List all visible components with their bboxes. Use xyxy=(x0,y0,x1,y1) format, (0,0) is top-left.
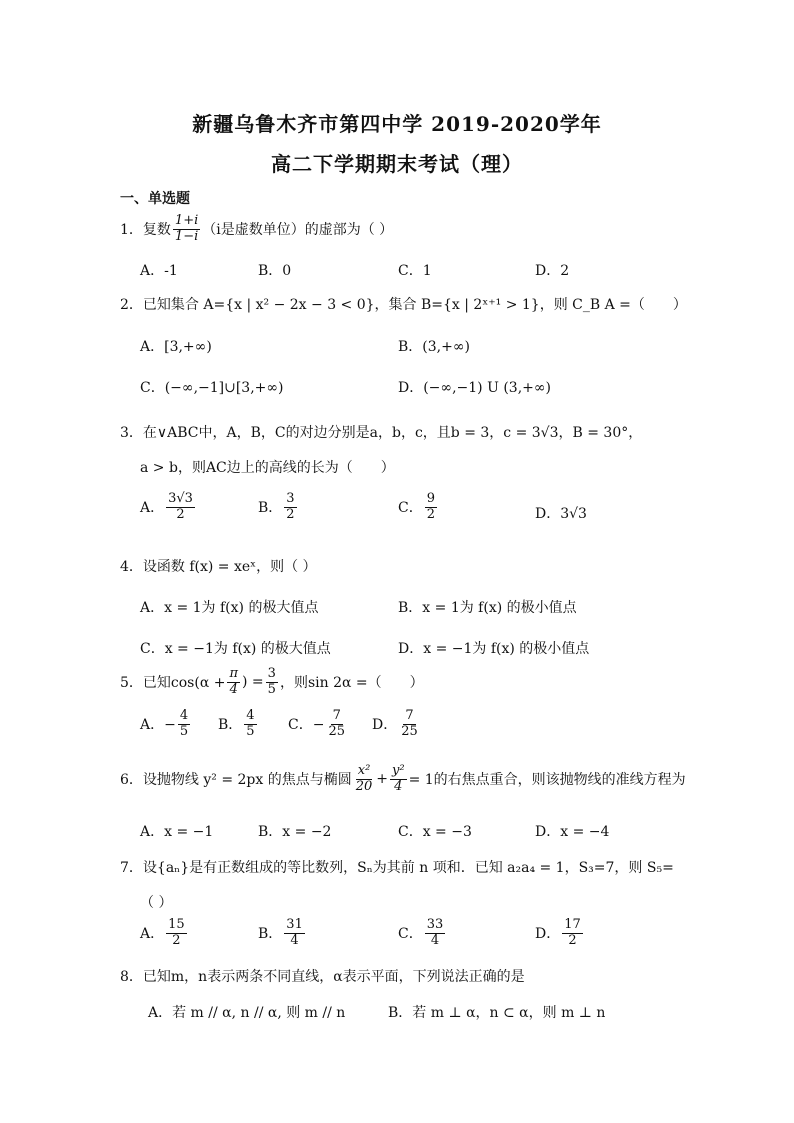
section-heading: 一、单选题 xyxy=(120,191,190,207)
q6-fraction-2 xyxy=(390,764,407,795)
q7-option-b xyxy=(258,918,307,949)
q7-option-a xyxy=(140,918,189,949)
q7-option-c xyxy=(398,918,447,949)
q5-b-den: 5 xyxy=(246,723,255,739)
q5-pi-fraction xyxy=(227,667,240,698)
q6-f2-den: 4 xyxy=(394,778,403,794)
q5-b-fraction xyxy=(244,709,256,740)
q3-option-a xyxy=(140,492,197,523)
question-4: 4．设函数 f(x) = xeˣ，则（ ） xyxy=(120,559,317,575)
q3-c-den: 2 xyxy=(426,506,435,522)
q3-option-c xyxy=(398,492,439,523)
q7-d-label: D． xyxy=(535,926,561,943)
q3-a-label: A． xyxy=(140,500,165,517)
question-7-line-2: （ ） xyxy=(140,895,173,911)
q6-option-b: B．x = −2 xyxy=(258,824,332,840)
q7-b-label: B． xyxy=(258,926,283,943)
q5-c-num: 7 xyxy=(332,708,341,723)
q6-plus: + xyxy=(376,771,389,788)
q3-option-b xyxy=(258,492,299,523)
q1-frac-num: 1+i xyxy=(174,213,199,228)
q1-option-c: C．1 xyxy=(398,263,432,279)
question-8: 8．已知m，n表示两条不同直线，α表示平面，下列说法正确的是 xyxy=(120,969,525,985)
q4-option-a: A．x = 1为 f(x) 的极大值点 xyxy=(140,600,319,616)
q5-b-label: B． xyxy=(218,717,243,734)
q4-option-c: C．x = −1为 f(x) 的极大值点 xyxy=(140,641,331,657)
q1-option-d: D．2 xyxy=(535,263,570,279)
q6-fraction-1 xyxy=(354,764,375,795)
q6-post: = 1的右焦点重合，则该抛物线的准线方程为 xyxy=(408,772,686,789)
q3-a-fraction xyxy=(166,492,195,523)
q7-a-num: 15 xyxy=(168,917,185,932)
q1-option-a: A．-1 xyxy=(140,263,178,279)
question-6 xyxy=(120,764,686,795)
q6-option-c: C．x = −3 xyxy=(398,824,472,840)
q5-v-num: 3 xyxy=(267,666,276,681)
q5-option-b xyxy=(218,709,259,740)
q6-f1-den: 20 xyxy=(355,778,373,794)
q3-b-label: B． xyxy=(258,500,283,517)
q7-b-num: 31 xyxy=(286,917,303,932)
q7-c-label: C． xyxy=(398,926,423,943)
q7-c-num: 33 xyxy=(426,917,444,932)
q2-option-a: A．[3,+∞) xyxy=(140,339,212,355)
q5-a-num: 4 xyxy=(179,708,189,723)
q7-d-num: 17 xyxy=(564,917,581,932)
q7-c-den: 4 xyxy=(430,932,440,948)
q5-pre: 5．已知cos(α + xyxy=(120,675,226,692)
q7-a-den: 2 xyxy=(172,932,181,948)
q5-c-den: 25 xyxy=(328,723,345,739)
q7-d-fraction xyxy=(562,918,583,949)
q5-option-c xyxy=(288,709,349,740)
q1-frac-den: 1−i xyxy=(174,228,199,244)
q4-option-d: D．x = −1为 f(x) 的极小值点 xyxy=(398,641,590,657)
question-3-line-2: a > b，则AC边上的高线的长为（ ） xyxy=(140,460,395,476)
q3-b-fraction xyxy=(284,492,296,523)
q3-a-den: 2 xyxy=(176,506,185,522)
q3-option-d: D．3√3 xyxy=(535,506,587,522)
q5-d-label: D． xyxy=(372,717,398,734)
q3-a-num: 3√3 xyxy=(168,491,193,506)
question-2: 2．已知集合 A={x | x² − 2x − 3 < 0}，集合 B={x | 2ˣ⁺¹ > 1}，则 C_B A =（ ） xyxy=(120,297,687,313)
question-3-line-1: 3．在∨ABC中，A，B，C的对边分别是a，b，c，且b = 3，c = 3√3，B = 30°， xyxy=(120,425,643,441)
q5-option-d xyxy=(372,709,422,740)
q2-option-c: C．(−∞,−1]∪[3,+∞) xyxy=(140,380,284,396)
q7-c-fraction xyxy=(425,918,446,949)
q3-c-label: C． xyxy=(398,500,423,517)
q5-value-fraction xyxy=(266,667,278,698)
q5-c-label: C．− xyxy=(288,717,325,734)
q1-option-b: B．0 xyxy=(258,263,292,279)
q5-d-num: 7 xyxy=(405,708,414,723)
q7-a-fraction xyxy=(166,918,187,949)
q6-f2-num: y² xyxy=(392,763,405,778)
q6-option-a: A．x = −1 xyxy=(140,824,214,840)
q1-fraction xyxy=(173,214,200,245)
question-1 xyxy=(120,214,393,245)
q5-d-den: 25 xyxy=(401,723,418,739)
q5-a-label: A．− xyxy=(140,717,176,734)
q7-b-den: 4 xyxy=(290,932,299,948)
q2-option-d: D．(−∞,−1) U (3,+∞) xyxy=(398,380,552,396)
q3-b-num: 3 xyxy=(286,491,295,506)
q1-rest: （i是虚数单位）的虚部为（ ） xyxy=(202,222,394,239)
q6-pre: 6．设抛物线 y² = 2px 的焦点与椭圆 xyxy=(120,772,352,789)
question-7-line-1: 7．设{aₙ}是有正数组成的等比数列，Sₙ为其前 n 项和．已知 a₂a₄ = 1，S₃=7，则 S₅= xyxy=(120,860,674,876)
q5-pi-den: 4 xyxy=(229,681,238,697)
q6-f1-num: x² xyxy=(357,763,371,778)
title-line-1: 新疆乌鲁木齐市第四中学 2019-2020学年 xyxy=(192,112,602,136)
q5-pi-num: π xyxy=(229,666,239,681)
q7-a-label: A． xyxy=(140,926,165,943)
q5-b-num: 4 xyxy=(246,708,255,723)
q7-option-d xyxy=(535,918,585,949)
q3-c-fraction xyxy=(425,492,437,523)
q3-b-den: 2 xyxy=(286,506,295,522)
q7-b-fraction xyxy=(284,918,305,949)
title-line-2: 高二下学期期末考试（理） xyxy=(271,152,523,176)
q1-number: 1．复数 xyxy=(120,222,171,239)
question-5 xyxy=(120,667,424,698)
q2-option-b: B．(3,+∞) xyxy=(398,339,470,355)
q4-option-b: B．x = 1为 f(x) 的极小值点 xyxy=(398,600,577,616)
q5-mid: ) = xyxy=(242,674,264,691)
q5-c-fraction xyxy=(326,709,347,740)
q6-option-d: D．x = −4 xyxy=(535,824,610,840)
q5-d-fraction xyxy=(399,709,420,740)
q8-option-a: A．若 m // α, n // α, 则 m // n xyxy=(148,1005,346,1021)
q5-v-den: 5 xyxy=(267,681,276,697)
q5-post: ，则sin 2α =（ ） xyxy=(279,675,424,692)
q3-c-num: 9 xyxy=(426,491,435,506)
q5-a-fraction xyxy=(178,709,190,740)
q5-a-den: 5 xyxy=(179,723,189,739)
q7-d-den: 2 xyxy=(568,932,577,948)
q5-option-a xyxy=(140,709,192,740)
q8-option-b: B．若 m ⊥ α，n ⊂ α，则 m ⊥ n xyxy=(388,1005,606,1021)
